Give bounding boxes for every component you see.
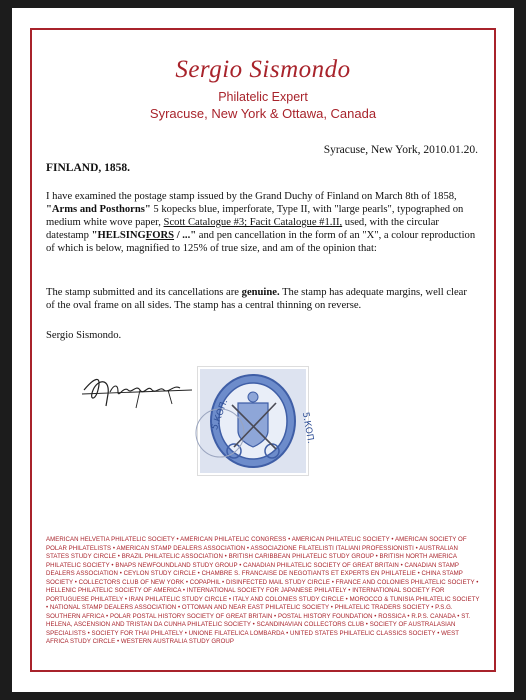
signoff-name: Sergio Sismondo. (46, 330, 122, 341)
stamp-left-text: 5.КОП. (210, 398, 231, 432)
p1-text-i: and pen cancellation in the form of an "X", a colour reproduction of which is below, magnified to 125% of true size, and am of the opinion that: (46, 230, 476, 255)
stamp-right-text: 5.КОП. (299, 411, 316, 445)
certificate-subject: FINLAND, 1858. (46, 162, 131, 174)
expert-address: Syracuse, New York & Ottawa, Canada (149, 106, 377, 121)
certificate-sheet (12, 8, 514, 692)
stamp-image (197, 366, 316, 476)
society-memberships: AMERICAN HELVETIA PHILATELIC SOCIETY • AMERICAN PHILATELIC CONGRESS • AMERICAN PHILATELIC SOCIETY • AMERICAN SOCIETY OF POLAR PHILATELISTS • AMERICAN STAMP DEALERS ASSOCIATION • ASSOCIAZIONE FILATELISTI ITALIANI PROFESSIONISTI • AUSTRALIAN STATES STUDY CIRCLE • BRAZIL PHILATELIC ASSOCIATION • BRITISH CARIBBEAN PHILATELIC STUDY GROUP • BRITISH NORTH AMERICA PHILATELIC SOCIETY • BNAPS NEWFOUNDLAND STUDY GROUP • CANADIAN PHILATELIC SOCIETY OF GREAT BRITAIN • CANADIAN STAMP DEALERS ASSOCIATION • CEYLON STUDY CIRCLE • CHAMBRE S. FRANCAISE DE NEGOTIANTS ET EXPERTS EN PHILATELIE • CHINA STAMP SOCIETY • COLLECTORS CLUB OF NEW YORK • COPAPHIL • DISINFECTED MAIL STUDY CIRCLE • FRANCE AND COLONIES PHILATELIC SOCIETY • HELLENIC PHILATELIC SOCIETY OF AMERICA • INTERNATIONAL SOCIETY FOR JAPANESE PHILATELY • INTERNATIONAL SOCIETY FOR PORTUGUESE PHILATELY • IRAN PHILATELIC STUDY CIRCLE • ITALY AND COLONIES STUDY CIRCLE • MOROCCO & TUNISIA PHILATELIC SOCIETY • NATIONAL STAMP DEALERS ASSOCIATION • OTTOMAN AND NEAR EAST PHILATELIC SOCIETY • PHILATELIC TRADERS SOCIETY • P.S.G. SOUTHERN AFRICA • POLAR POSTAL HISTORY SOCIETY OF GREAT BRITAIN • POSTAL HISTORY FOUNDATION • ROSSICA • R.P.S. CANADA • ST. HELENA, ASCENSION AND TRISTAN DA CUNHA PHILATELIC SOCIETY • SCANDINAVIAN COLLECTORS CLUB • SOCIETY OF AUSTRALASIAN SPECIALISTS • SOCIETY FOR THAI PHILATELY • UNIONE FILATELICA LOMBARDA • UNITED STATES PHILATELIC CLASSICS SOCIETY • WEST AFRICA STUDY CIRCLE • WESTERN AUSTRALIA STUDY GROUP (46, 536, 480, 645)
certificate-date: Syracuse, New York, 2010.01.20. (323, 144, 478, 156)
p1-text-a: I have examined the postage stamp issued by the Grand Duchy of Finland on March 8th of 1858, (46, 191, 457, 202)
handwritten-signature (80, 360, 200, 412)
opinion-paragraph (46, 286, 476, 312)
p1-catalogue-ref: Scott Catalogue #3; Facit Catalogue #1.II, (163, 217, 343, 229)
p2-text-a: The stamp submitted and its cancellations are (46, 287, 242, 298)
p1-datestamp-a: "HELSING (91, 230, 146, 242)
expert-name: Sergio Sismondo (175, 56, 351, 83)
p2-text-c: The stamp has adequate margins, well clear of the oval frame on all sides. The stamp has a central thinning on reverse. (46, 287, 467, 312)
examination-paragraph (46, 190, 476, 255)
p1-stamp-name: "Arms and Posthorns" (46, 204, 151, 216)
p1-text-c: 5 kopecks blue, imperforate, Type II, with "large pearls", typographed on medium white wove paper, (46, 204, 464, 229)
p1-datestamp-c: / ..." (174, 230, 197, 242)
expert-title: Philatelic Expert (218, 90, 308, 104)
p2-verdict: genuine. (241, 287, 280, 298)
p1-datestamp-b: FORS (145, 230, 175, 242)
p1-text-e: used, with the circular datestamp (46, 217, 439, 242)
